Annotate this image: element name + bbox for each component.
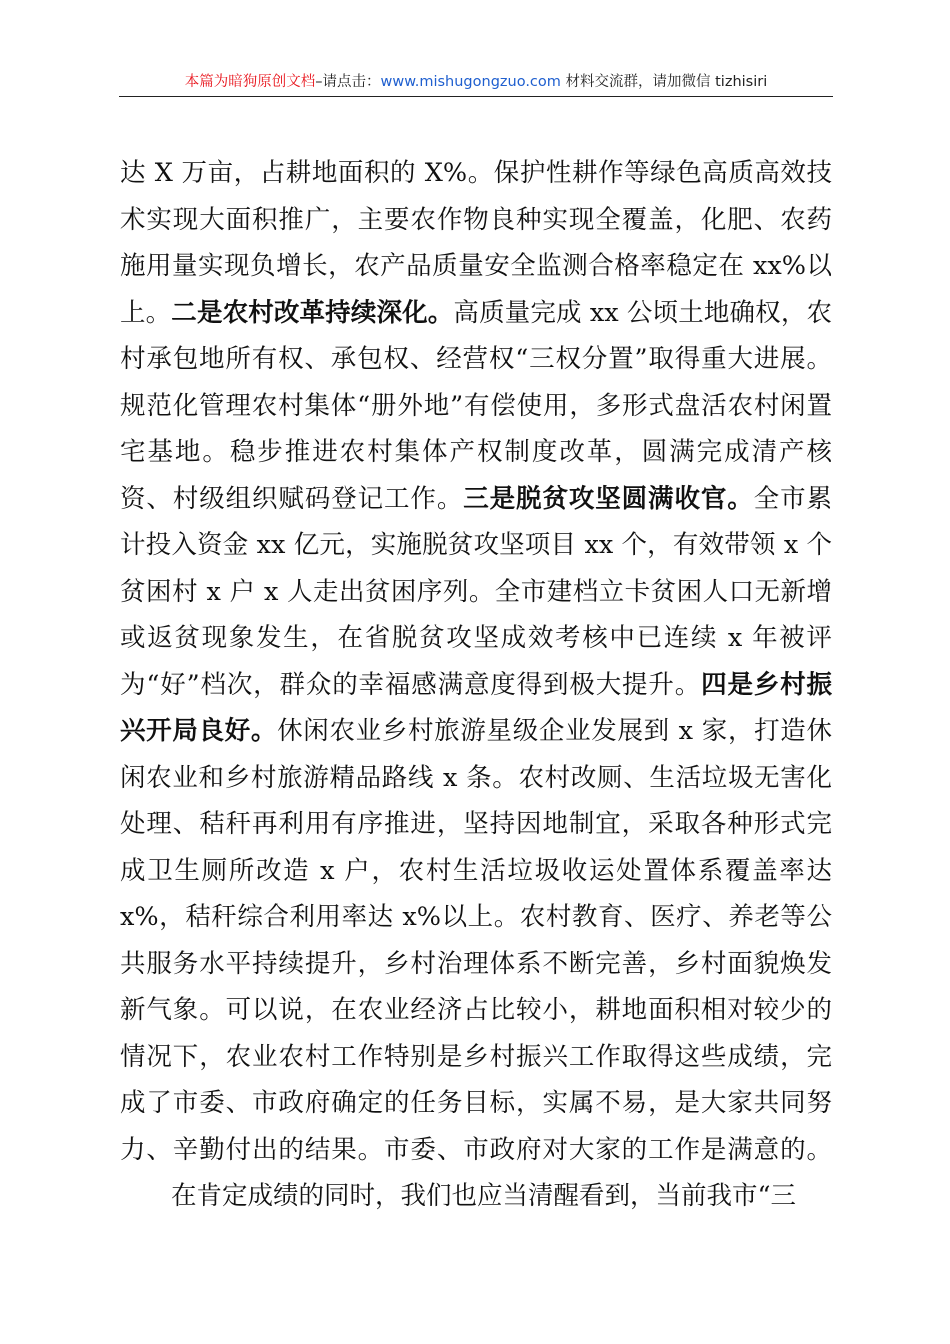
contact-text: 材料交流群，请加微信 tizhisiri	[560, 74, 768, 90]
paragraph-text: 在肯定成绩的同时，我们也应当清醒看到，当前我市“三	[171, 1181, 797, 1211]
original-document-label: 本篇为暗狗原创文档	[184, 74, 316, 90]
paragraph-text: 达 X 万亩，占耕地面积的 X%。保护性耕作等绿色高质高效技术实现大面积推广，主要农作物良种实现全覆盖，化肥、农药施用量实现负增长，农产品质量安全监测合格率稳定在 xx%以上。	[120, 158, 832, 328]
paragraph-text: 全市累计投入资金 xx 亿元，实施脱贫攻坚项目 xx 个，有效带领 x 个贫困村 x 户 x 人走出贫困序列。全市建档立卡贫困人口无新增或返贫现象发生，在省脱贫攻坚成效考核中已连续 x 年被评为“好”档次，群众的幸福感满意度得到极大提升。	[120, 483, 832, 700]
page-header	[119, 72, 833, 97]
section-heading-reform: 二是农村改革持续深化。	[171, 297, 454, 328]
paragraph-achievements	[120, 150, 832, 1173]
section-heading-poverty: 三是脱贫攻坚圆满收官。	[463, 483, 754, 514]
section-heading-revitalization: 四是乡村振兴开局良好。	[120, 669, 832, 746]
paragraph-problems	[120, 1173, 832, 1220]
document-body	[120, 150, 832, 1220]
website-link[interactable]: www.mishugongzuo.com	[380, 74, 561, 90]
paragraph-text: 高质量完成 xx 公顷土地确权，农村承包地所有权、承包权、经营权“三权分置”取得重大进展。规范化管理农村集体“册外地”有偿使用，多形式盘活农村闲置宅基地。稳步推进农村集体产权制度改革，圆满完成清产核资、村级组织赋码登记工作。	[120, 297, 832, 514]
paragraph-text: 休闲农业乡村旅游星级企业发展到 x 家，打造休闲农业和乡村旅游精品路线 x 条。农村改厕、生活垃圾无害化处理、秸秆再利用有序推进，坚持因地制宜，采取各种形式完成卫生厕所改造 x 户，农村生活垃圾收运处置体系覆盖率达 x%，秸秆综合利用率达 x%以上。农村教育、医疗、养老等公共服务水平持续提升，乡村治理体系不断完善，乡村面貌焕发新气象。可以说，在农业经济占比较小，耕地面积相对较少的情况下，农业农村工作特别是乡村振兴工作取得这些成绩，完成了市委、市政府确定的任务目标，实属不易，是大家共同努力、辛勤付出的结果。市委、市政府对大家的工作是满意的。	[120, 716, 832, 1165]
click-prompt: –请点击：	[315, 74, 381, 90]
